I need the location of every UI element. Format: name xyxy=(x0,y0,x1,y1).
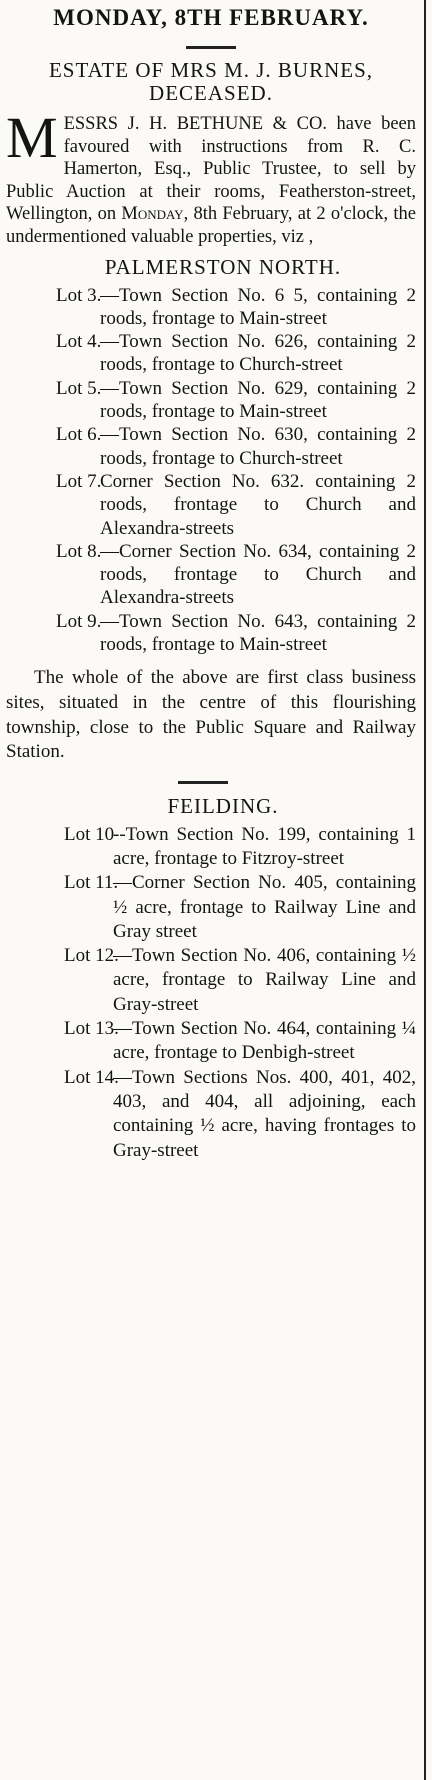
lot-item xyxy=(6,871,416,944)
lot-item xyxy=(6,1017,416,1066)
lot-number: Lot 13. xyxy=(64,1018,119,1040)
estate-heading: ESTATE OF MRS M. J. BURNES, DECEASED. xyxy=(48,58,374,105)
lot-number: Lot 10 xyxy=(64,823,115,845)
lot-number: Lot 4. xyxy=(56,331,102,353)
lot-list-feilding xyxy=(6,823,416,1163)
intro-paragraph xyxy=(6,105,416,249)
section-heading-feilding: FEILDING. xyxy=(167,793,279,818)
dateline: MONDAY, 8TH FEBRUARY. xyxy=(53,5,369,30)
lot-number: Lot 9. xyxy=(56,610,102,632)
lot-number: Lot 3. xyxy=(56,284,102,306)
section-heading-palmerston: PALMERSTON NORTH. xyxy=(104,254,342,279)
lot-number: Lot 14. xyxy=(64,1066,119,1088)
lot-number: Lot 7. xyxy=(56,470,102,492)
lot-description: Corner Section No. 632. containing 2 roods, frontage to Church and Alexandra-streets xyxy=(100,470,416,539)
lot-number: Lot 5. xyxy=(56,377,102,399)
lot-number: Lot 12. xyxy=(64,945,119,967)
lot-description: —Town Section No. 630, containing 2 roods, frontage to Church-street xyxy=(100,424,416,469)
drop-cap: M xyxy=(6,105,58,170)
lot-description: —Town Section No. 464, containing ¼ acre, frontage to Denbigh-street xyxy=(113,1018,416,1064)
lot-number: Lot 8. xyxy=(56,540,102,562)
lot-number: Lot 6. xyxy=(56,424,102,446)
lot-item xyxy=(6,1066,416,1163)
lot-item xyxy=(6,377,416,424)
lot-description: —Corner Section No. 634, containing 2 roods, frontage to Church and Alexandra-streets xyxy=(100,540,416,609)
column-rule xyxy=(424,0,432,1780)
summary-paragraph: The whole of the above are first class business sites, situated in the centre of this flourishing township, close to the Public Square and Railway Station. xyxy=(6,667,416,763)
intro-text-after: , 8th February, at 2 o'clock, the undermentioned valuable properties, viz , xyxy=(6,204,416,247)
lot-item xyxy=(6,944,416,1017)
lot-description: —Town Section No. 643, containing 2 roods, frontage to Main-street xyxy=(100,610,416,656)
lot-description: --Town Section No. 199, containing 1 acre, frontage to Fitzroy-street xyxy=(113,823,416,869)
lot-description: —Town Section No. 629, containing 2 roods, frontage to Main-street xyxy=(100,377,416,423)
lot-description: —Town Section No. 406, containing ½ acre, frontage to Railway Line and Gray-street xyxy=(113,945,416,1015)
lot-description: —Town Section No. 626, containing 2 roods, frontage to Church-street xyxy=(100,331,416,376)
lot-item xyxy=(6,610,416,657)
advertisement-column xyxy=(6,0,416,1163)
lot-item xyxy=(6,423,416,470)
lot-number: Lot 11. xyxy=(64,872,119,894)
lot-item xyxy=(6,823,416,872)
lot-item xyxy=(6,330,416,377)
intro-day: Monday xyxy=(121,204,184,225)
lot-item xyxy=(6,470,416,540)
lot-item xyxy=(6,540,416,610)
lot-description: —Town Sections Nos. 400, 401, 402, 403, and 404, all adjoining, each containing ½ acre, having frontages to Gray-street xyxy=(113,1066,416,1161)
lot-item xyxy=(6,284,416,331)
lot-list-palmerston xyxy=(6,284,416,657)
lot-description: —Town Section No. 6 5, containing 2 roods, frontage to Main-street xyxy=(100,284,416,329)
intro-text-before: ESSRS J. H. BETHUNE & CO. have been favoured with instructions from R. C. Hamerton, Esq., Public Trustee, to sell by Public Auction at their rooms, Featherston-street, Wellington, on xyxy=(6,114,416,225)
lot-description: —Corner Section No. 405, containing ½ acre, frontage to Railway Line and Gray street xyxy=(113,872,416,942)
divider xyxy=(178,781,228,784)
divider xyxy=(186,46,236,49)
